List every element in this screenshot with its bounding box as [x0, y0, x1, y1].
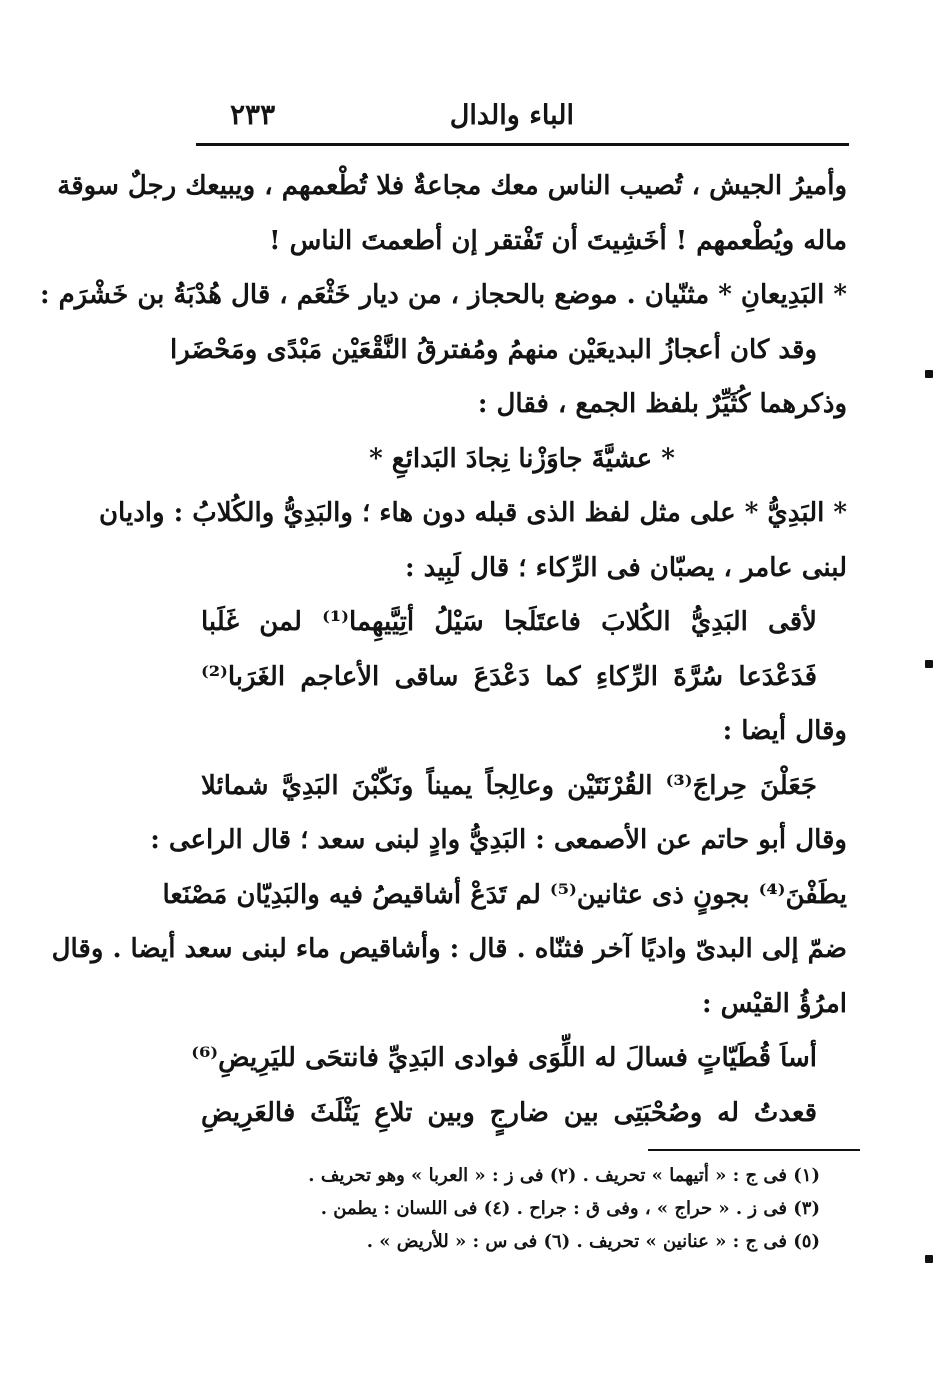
verse-line: جَعَلْنَ حِراجَ⁽³⁾ القُرْنَتَيْن وعالِجاً يميناً ونَكّبْنَ البَدِيَّ شمائلا [201, 770, 817, 801]
footnote-line: (١) فى ج : « أتيهما » تحريف . (٢) فى ز : « العربا » وهو تحريف . [308, 1165, 820, 1186]
body-line: وأميرُ الجيش ، تُصيب الناس معك مجاعةٌ فلا تُطْعمهم ، ويبيعك رجلٌ سوقة [57, 171, 847, 201]
verse-line: فَدَعْدَعا سُرَّةَ الرِّكاءِ كما دَعْدَعَ ساقى الأعاجم الغَرَبا⁽²⁾ [201, 661, 817, 692]
margin-mark [925, 1255, 933, 1263]
body-line: امرُؤُ القيْس : [701, 988, 847, 1019]
footnote-rule [648, 1149, 860, 1151]
footnotes [200, 1159, 820, 1258]
body-line: وقال أيضا : [722, 716, 847, 746]
body-line: وذكرهما كُثَيِّرٌ بلفظ الجمع ، فقال : [477, 389, 847, 419]
verse-fragment: * عشيَّةَ جاوَزْنا نِجادَ البَدائعِ * [369, 443, 675, 474]
verse-line: يطَفْنَ⁽⁴⁾ بجونٍ ذى عثانين⁽⁵⁾ لم تَدَعْ أشاقيصُ فيه والبَدِيّان مَصْنَعا [162, 879, 847, 910]
body-text [39, 159, 847, 1140]
body-line: * البَدِيعانِ * مثنّيان . موضع بالحجاز ، من ديار خَثْعَم ، قال هُدْبَةُ بن خَشْرَم : [39, 280, 847, 310]
footnote-line: (٥) فى ج : « عنانين » تحريف . (٦) فى س : « للأريض » . [366, 1231, 820, 1252]
body-line: لبنى عامر ، يصبّان فى الرِّكاء ؛ قال لَبِيد : [405, 552, 847, 583]
margin-mark [925, 370, 933, 378]
page-number: ٢٣٣ [230, 98, 276, 131]
body-line: ماله ويُطْعمهم ! أخَشِيتَ أن تَفْتقر إن أطعمتَ الناس ! [269, 225, 847, 256]
verse-line: وقد كان أعجازُ البديعَيْن منهمُ ومُفترقُ النَّقْعَيْن مَبْدًى ومَحْضَرا [169, 334, 817, 365]
margin-mark [925, 660, 933, 668]
header-rule [196, 143, 849, 146]
body-line: وقال أبو حاتم عن الأصمعى : البَدِيُّ وادٍ لبنى سعد ؛ قال الراعى : [150, 825, 847, 855]
verse-line: قعدتُ له وصُحْبَتِى بين ضارجٍ وبين تلاعِ يَثْلَثَ فالعَرِيضِ [201, 1097, 817, 1128]
verse-line: لأقى البَدِيُّ الكُلابَ فاعتَلَجا سَيْلُ أتِيَّيهِما⁽¹⁾ لمن غَلَبا [201, 607, 817, 637]
body-line: * البَدِيُّ * على مثل لفظ الذى قبله دون هاء ؛ والبَدِيُّ والكُلابُ : واديان [98, 498, 847, 528]
body-line: ضمّ إلى البدىّ واديًا آخر فثنّاه . قال : وأشاقيص ماء لبنى سعد أيضا . وقال [51, 934, 847, 964]
page-header [197, 96, 847, 142]
footnote-line: (٣) فى ز . « حراج » ، وفى ق : جراح . (٤) فى اللسان : يطمن . [320, 1198, 820, 1219]
running-title: الباء والدال [449, 100, 574, 131]
verse-line: أساَ قُطَيّاتٍ فسالَ له اللِّوَى فوادى البَدِيِّ فانتحَى لليَرِيضِ⁽⁶⁾ [191, 1043, 817, 1073]
